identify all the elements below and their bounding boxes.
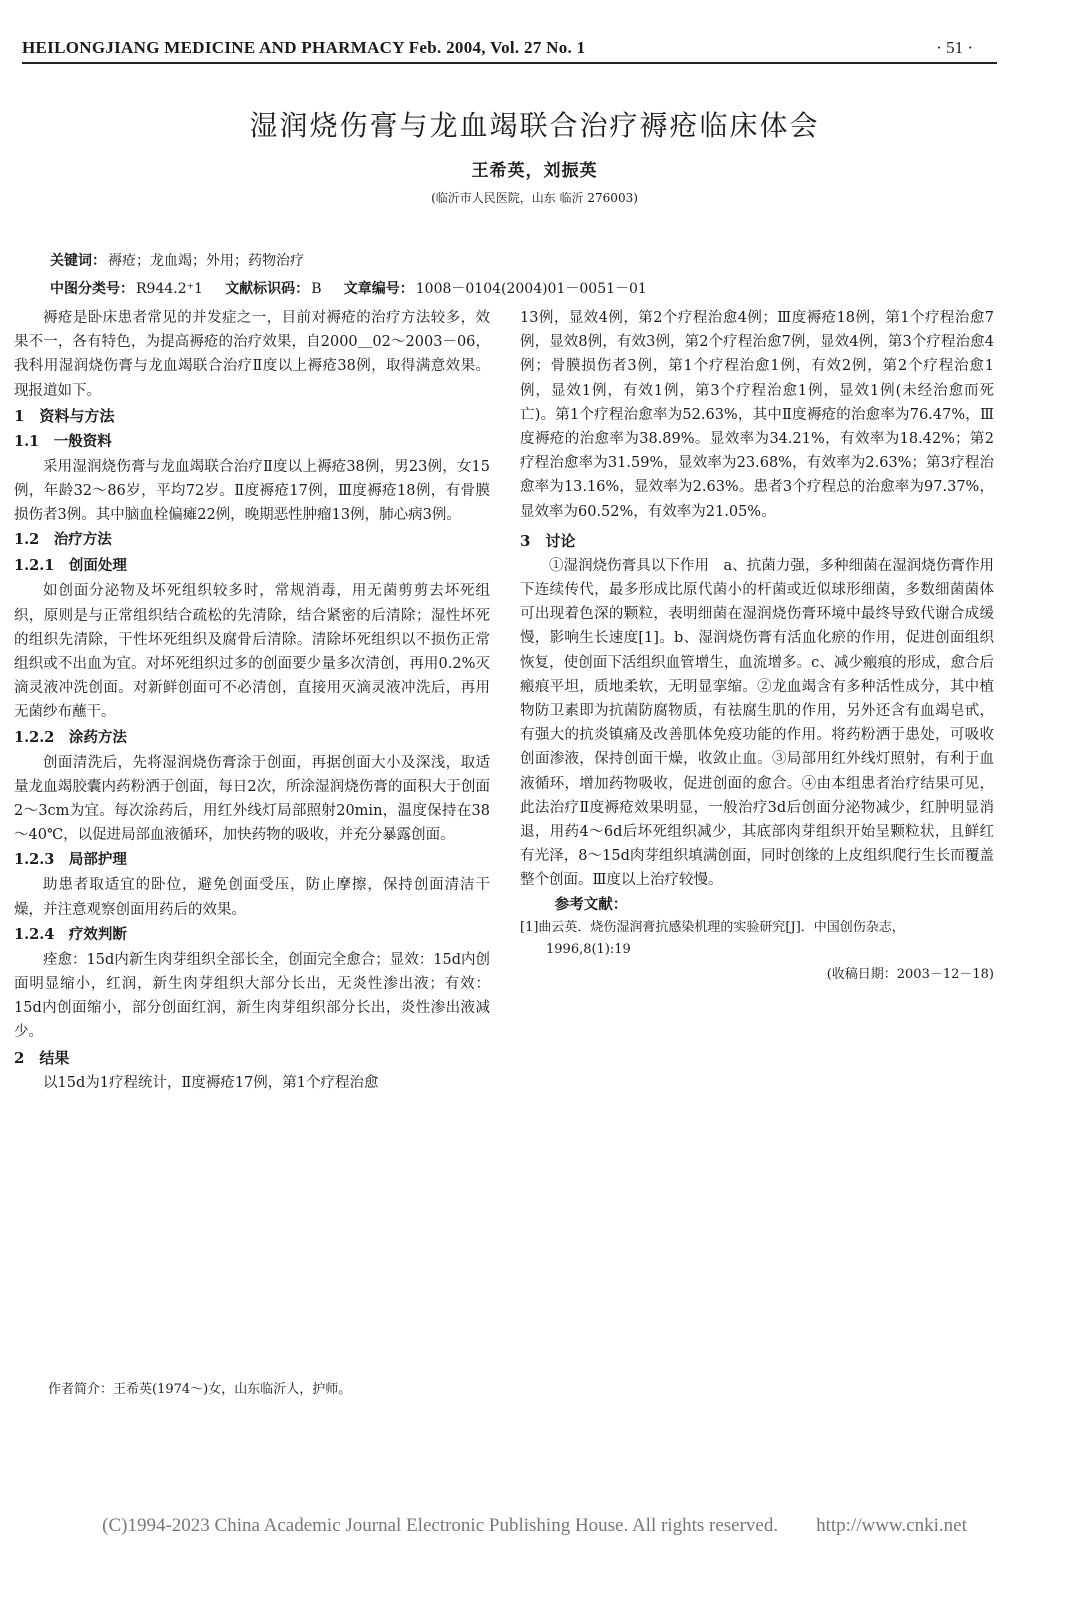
article-authors: 王希英，刘振英 [471,161,598,181]
body-paragraph: ①湿润烧伤膏具以下作用 a、抗菌力强，多种细菌在湿润烧伤膏作用下连续传代，最多形成比原代菌小的杆菌或近似球形细菌，多数细菌菌体可出现着色深的颗粒，表明细菌在湿润烧伤膏环境中最终导致代谢合成缓慢，影响生长速度[1]。b、湿润烧伤膏有活血化瘀的作用，促进创面组织恢复，使创面下活组织血管增生，血流增多。c、减少瘢痕的形成，愈合后瘢痕平坦，质地柔软，无明显挛缩。②龙血竭含有多种活性成分，其中植物防卫素即为抗菌防腐物质，有祛腐生肌的作用，另外还含有血竭皂甙，有强大的抗炎镇痛及改善肌体免疫功能的作用。将药粉洒于患处，可吸收创面渗液，保持创面干燥，收敛止血。③局部用红外线灯照射，有利于血液循环，增加药物吸收，促进创面的愈合。④由本组患者治疗结果可见，此法治疗Ⅱ度褥疮效果明显，一般治疗3d后创面分泌物减少，红肿明显消退，用药4～6d后坏死组织减少，其底部肉芽组织开始呈颗粒状，且鲜红有光泽，8～15d肉芽组织填满创面，同时创缘的上皮组织爬行生长而覆盖整个创面。Ⅲ度以上治疗较慢。 [520,557,994,889]
body-paragraph: 13例，显效4例，第2个疗程治愈4例；Ⅲ度褥疮18例，第1个疗程治愈7例，显效8例，有效3例，第2个疗程治愈7例，显效4例，第3个疗程治愈4例；骨膜损伤者3例，第1个疗程治愈1例，有效2例，第2个疗程治愈1例，显效1例，有效1例，第3个疗程治愈1例，显效1例(未经治愈而死亡)。第1个疗程治愈率为52.63%，其中Ⅱ度褥疮的治愈率为76.47%，Ⅲ度褥疮的治愈率为38.89%。显效率为34.21%，有效率为18.42%；第2疗程治愈率为31.59%，显效率为23.68%，有效率为2.63%；第3疗程治愈率为13.16%，显效率为2.63%。患者3个疗程总的治愈率为97.37%，显效率为60.52%，有效率为21.05%。 [520,310,994,520]
subsection-heading: 1.2 治疗方法 [14,531,112,549]
keywords-value: 褥疮；龙血竭；外用；药物治疗 [108,253,304,269]
clc-value: R944.2⁺1 [136,281,203,297]
subsubsection-heading: 1.2.3 局部护理 [14,851,127,869]
copyright-footer: (C)1994-2023 China Academic Journal Electronic Publishing House. All rights reserved. http://www.cnki.net [102,1515,967,1536]
classification-line [50,278,647,298]
body-paragraph: 如创面分泌物及坏死组织较多时，常规消毒，用无菌剪剪去坏死组织，原则是与正常组织结合疏松的先清除，结合紧密的后清除；湿性坏死的组织先清除，干性坏死组织及腐骨后清除。清除坏死组织以不损伤正常组织或不出血为宜。对坏死组织过多的创面要少量多次清创，再用0.2%灭滴灵液冲洗创面。对新鲜创面可不必清创，直接用灭滴灵液冲洗后，再用无菌纱布蘸干。 [14,583,490,721]
section-heading: 3 讨论 [520,531,576,550]
doc-code-label: 文献标识码： [225,281,310,297]
section-heading: 1 资料与方法 [14,406,115,425]
body-paragraph: 创面清洗后，先将湿润烧伤膏涂于创面，再据创面大小及深浅，取适量龙血竭胶囊内药粉洒于创面，每日2次，所涂湿润烧伤膏的面积大于创面2～3cm为宜。每次涂药后，用红外线灯局部照射20min，温度保持在38～40℃，以促进局部血液循环，加快药物的吸收，并充分暴露创面。 [14,754,490,844]
body-paragraph: 以15d为1疗程统计，Ⅱ度褥疮17例，第1个疗程治愈 [43,1074,379,1091]
body-paragraph: 痊愈：15d内新生肉芽组织全部长全，创面完全愈合；显效：15d内创面明显缩小，红润，新生肉芽组织大部分长出，无炎性渗出液；有效：15d内创面缩小，部分创面红润，新生肉芽组织部分长出，炎性渗出液减少。 [14,951,490,1041]
right-column [520,306,994,989]
section-heading: 2 结果 [14,1048,70,1067]
author-note: 作者简介：王希英(1974～)女，山东临沂人，护师。 [48,1382,352,1397]
reference-item-continued: 1996,8(1):19 [546,941,631,957]
subsubsection-heading: 1.2.4 疗效判断 [14,925,127,943]
subsection-heading: 1.1 一般资料 [14,432,112,450]
subsubsection-heading: 1.2.1 创面处理 [14,557,127,575]
page-number: · 51 · [936,38,973,57]
body-paragraph: 助患者取适宜的卧位，避免创面受压，防止摩擦，保持创面清洁干燥，并注意观察创面用药后的效果。 [14,877,490,918]
article-number-label: 文章编号： [343,281,414,297]
body-paragraph: 采用湿润烧伤膏与龙血竭联合治疗Ⅱ度以上褥疮38例，男23例，女15例，年龄32～86岁，平均72岁。Ⅱ度褥疮17例，Ⅲ度褥疮18例，有骨膜损伤者3例。其中脑血栓偏瘫22例，晚期恶性肿瘤13例，肺心病3例。 [14,458,490,524]
doc-code-value: B [311,281,322,297]
references-heading: 参考文献： [554,895,628,913]
subsubsection-heading: 1.2.2 涂药方法 [14,728,127,746]
clc-label: 中图分类号： [50,281,134,297]
article-number-value: 1008－0104(2004)01－0051－01 [415,281,647,297]
article-title: 湿润烧伤膏与龙血竭联合治疗褥疮临床体会 [249,109,820,142]
intro-paragraph: 褥疮是卧床患者常见的并发症之一，目前对褥疮的治疗方法较多，效果不一，各有特色，为提高褥疮的治疗效果，自2000＿02～2003－06，我科用湿润烧伤膏与龙血竭联合治疗Ⅱ度以上褥疮38例，取得满意效果。现报道如下。 [14,310,490,399]
keywords-line [50,250,304,270]
keywords-label: 关键词： [50,253,106,269]
reference-item: [1]曲云英．烧伤湿润膏抗感染机理的实验研究[J]．中国创伤杂志， [520,919,905,935]
left-column [14,306,490,1095]
author-affiliation: (临沂市人民医院，山东 临沂 276003) [431,191,638,205]
journal-name: HEILONGJIANG MEDICINE AND PHARMACY Feb. 2004, Vol. 27 No. 1 [22,38,586,57]
running-header [22,38,997,64]
received-date: (收稿日期：2003－12－18) [826,966,994,982]
